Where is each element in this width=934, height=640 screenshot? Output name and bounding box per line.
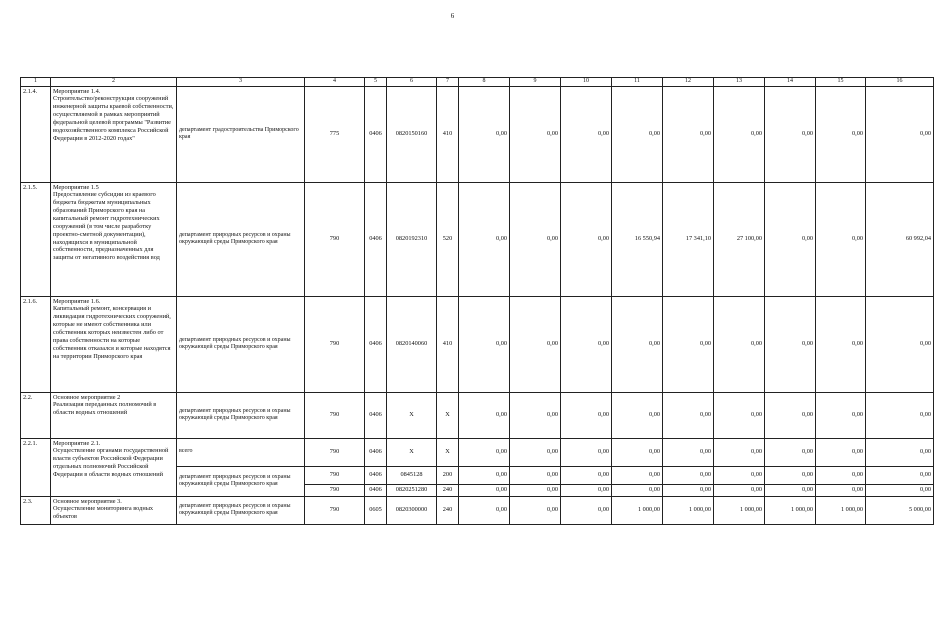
amount-cell: 0,00 — [765, 484, 816, 496]
header-cell: 15 — [816, 78, 866, 87]
expense-type: Х — [437, 438, 459, 466]
header-cell: 14 — [765, 78, 816, 87]
amount-cell: 0,00 — [866, 484, 934, 496]
header-row — [21, 78, 934, 87]
row-number: 2.2. — [21, 392, 51, 438]
table-row — [21, 296, 934, 392]
target-code: 0820251280 — [387, 484, 437, 496]
activity-name: Основное мероприятие 2 Реализация переданных полномочий в области водных отношений — [51, 392, 177, 438]
executor: департамент природных ресурсов и охраны окружающей среды Приморского края — [177, 392, 305, 438]
amount-cell: 1 000,00 — [816, 496, 866, 524]
expense-type: 240 — [437, 496, 459, 524]
target-code: Х — [387, 438, 437, 466]
activity-name: Мероприятие 1.5 Предоставление субсидии из краевого бюджета бюджетам муниципальных образований Приморского края на капитальный ремонт гидротехнических сооружений (в том числе разработку проектно-сметной документации), находящихся в муниципальной собственности, предназначенных для защиты от негативного воздействия вод — [51, 182, 177, 296]
amount-cell: 0,00 — [612, 438, 663, 466]
amount-cell: 0,00 — [612, 484, 663, 496]
table-row — [21, 182, 934, 296]
header-cell: 12 — [663, 78, 714, 87]
amount-cell: 0,00 — [612, 86, 663, 182]
amount-cell: 17 341,10 — [663, 182, 714, 296]
target-code: 0820140060 — [387, 296, 437, 392]
amount-cell: 0,00 — [663, 392, 714, 438]
amount-cell: 0,00 — [816, 86, 866, 182]
section-code: 0406 — [365, 484, 387, 496]
amount-cell: 0,00 — [816, 466, 866, 484]
amount-cell: 0,00 — [510, 466, 561, 484]
amount-cell: 60 992,04 — [866, 182, 934, 296]
gp-code: 790 — [305, 496, 365, 524]
amount-cell: 0,00 — [866, 86, 934, 182]
amount-cell: 0,00 — [612, 466, 663, 484]
amount-cell: 1 000,00 — [714, 496, 765, 524]
header-cell: 13 — [714, 78, 765, 87]
section-code: 0406 — [365, 86, 387, 182]
amount-cell: 0,00 — [714, 466, 765, 484]
header-cell: 5 — [365, 78, 387, 87]
amount-cell: 27 100,00 — [714, 182, 765, 296]
amount-cell: 0,00 — [663, 438, 714, 466]
table-row — [21, 392, 934, 438]
header-cell: 7 — [437, 78, 459, 87]
table-row — [21, 438, 934, 466]
activity-name: Мероприятие 1.4. Строительство/реконструкция сооружений инженерной защиты краевой собственности, осуществляемой в рамках мероприятий федеральной целевой программы "Развитие водохозяйственного комплекса Российской Федерации в 2012-2020 годах" — [51, 86, 177, 182]
section-code: 0605 — [365, 496, 387, 524]
header-cell: 8 — [459, 78, 510, 87]
amount-cell: 0,00 — [561, 296, 612, 392]
amount-cell: 0,00 — [459, 438, 510, 466]
activity-name: Мероприятие 1.6. Капитальный ремонт, консервация и ликвидация гидротехнических сооружений, которые не имеют собственника или собственник которых неизвестен либо от права собственности на которые собственник отказался и которые находятся на территории Приморского края — [51, 296, 177, 392]
amount-cell: 1 000,00 — [612, 496, 663, 524]
amount-cell: 0,00 — [765, 182, 816, 296]
amount-cell: 0,00 — [510, 86, 561, 182]
amount-cell: 0,00 — [459, 182, 510, 296]
amount-cell: 0,00 — [459, 496, 510, 524]
expense-type: Х — [437, 392, 459, 438]
amount-cell: 0,00 — [663, 466, 714, 484]
header-cell: 4 — [305, 78, 365, 87]
amount-cell: 0,00 — [459, 296, 510, 392]
target-code: 0820150160 — [387, 86, 437, 182]
amount-cell: 0,00 — [561, 466, 612, 484]
amount-cell: 0,00 — [765, 392, 816, 438]
section-code: 0406 — [365, 296, 387, 392]
gp-code: 790 — [305, 484, 365, 496]
amount-cell: 0,00 — [866, 296, 934, 392]
amount-cell: 0,00 — [561, 484, 612, 496]
header-cell: 10 — [561, 78, 612, 87]
section-code: 0406 — [365, 466, 387, 484]
amount-cell: 0,00 — [866, 466, 934, 484]
amount-cell: 0,00 — [663, 86, 714, 182]
expense-type: 200 — [437, 466, 459, 484]
budget-table — [20, 77, 934, 525]
amount-cell: 0,00 — [816, 438, 866, 466]
amount-cell: 0,00 — [561, 182, 612, 296]
amount-cell: 0,00 — [714, 392, 765, 438]
amount-cell: 0,00 — [714, 296, 765, 392]
header-cell: 6 — [387, 78, 437, 87]
amount-cell: 0,00 — [714, 86, 765, 182]
amount-cell: 0,00 — [816, 392, 866, 438]
page-number: 6 — [450, 12, 455, 20]
amount-cell: 0,00 — [816, 182, 866, 296]
gp-code: 790 — [305, 296, 365, 392]
activity-name: Мероприятие 2.1. Осуществление органами государственной власти субъектов Российской Федерации отдельных полномочий Российской Федерации в области водных отношений — [51, 438, 177, 496]
gp-code: 790 — [305, 466, 365, 484]
target-code: Х — [387, 392, 437, 438]
executor: департамент природных ресурсов и охраны окружающей среды Приморского края — [177, 296, 305, 392]
table-row — [21, 86, 934, 182]
amount-cell: 0,00 — [510, 484, 561, 496]
target-code: 0820192310 — [387, 182, 437, 296]
section-code: 0406 — [365, 182, 387, 296]
amount-cell: 0,00 — [561, 438, 612, 466]
amount-cell: 5 000,00 — [866, 496, 934, 524]
amount-cell: 0,00 — [459, 466, 510, 484]
header-cell: 16 — [866, 78, 934, 87]
amount-cell: 0,00 — [612, 392, 663, 438]
executor: департамент природных ресурсов и охраны окружающей среды Приморского края — [177, 182, 305, 296]
amount-cell: 0,00 — [459, 86, 510, 182]
amount-cell: 0,00 — [816, 484, 866, 496]
amount-cell: 0,00 — [510, 296, 561, 392]
gp-code: 790 — [305, 182, 365, 296]
row-number: 2.1.4. — [21, 86, 51, 182]
activity-name: Основное мероприятие 3. Осуществление мониторинга водных объектов — [51, 496, 177, 524]
header-cell: 1 — [21, 78, 51, 87]
gp-code: 790 — [305, 392, 365, 438]
amount-cell: 0,00 — [510, 496, 561, 524]
row-number: 2.3. — [21, 496, 51, 524]
amount-cell: 1 000,00 — [663, 496, 714, 524]
amount-cell: 0,00 — [816, 296, 866, 392]
section-code: 0406 — [365, 392, 387, 438]
header-cell: 11 — [612, 78, 663, 87]
amount-cell: 0,00 — [561, 496, 612, 524]
amount-cell: 16 550,94 — [612, 182, 663, 296]
row-number: 2.1.5. — [21, 182, 51, 296]
executor: департамент природных ресурсов и охраны окружающей среды Приморского края — [177, 466, 305, 496]
amount-cell: 0,00 — [714, 484, 765, 496]
expense-type: 410 — [437, 296, 459, 392]
gp-code: 775 — [305, 86, 365, 182]
amount-cell: 0,00 — [510, 182, 561, 296]
amount-cell: 0,00 — [510, 438, 561, 466]
row-number: 2.2.1. — [21, 438, 51, 496]
expense-type: 240 — [437, 484, 459, 496]
executor: департамент природных ресурсов и охраны окружающей среды Приморского края — [177, 496, 305, 524]
amount-cell: 0,00 — [765, 86, 816, 182]
section-code: 0406 — [365, 438, 387, 466]
expense-type: 520 — [437, 182, 459, 296]
amount-cell: 0,00 — [561, 86, 612, 182]
amount-cell: 0,00 — [459, 392, 510, 438]
amount-cell: 0,00 — [612, 296, 663, 392]
executor: департамент градостроительства Приморского края — [177, 86, 305, 182]
target-code: 0845128 — [387, 466, 437, 484]
amount-cell: 0,00 — [561, 392, 612, 438]
amount-cell: 0,00 — [765, 466, 816, 484]
expense-type: 410 — [437, 86, 459, 182]
amount-cell: 0,00 — [765, 296, 816, 392]
target-code: 0820300000 — [387, 496, 437, 524]
header-cell: 3 — [177, 78, 305, 87]
amount-cell: 0,00 — [510, 392, 561, 438]
gp-code: 790 — [305, 438, 365, 466]
amount-cell: 0,00 — [663, 296, 714, 392]
executor: всего — [177, 438, 305, 466]
table-row — [21, 496, 934, 524]
amount-cell: 0,00 — [663, 484, 714, 496]
header-cell: 9 — [510, 78, 561, 87]
amount-cell: 0,00 — [866, 392, 934, 438]
amount-cell: 1 000,00 — [765, 496, 816, 524]
row-number: 2.1.6. — [21, 296, 51, 392]
amount-cell: 0,00 — [765, 438, 816, 466]
amount-cell: 0,00 — [866, 438, 934, 466]
header-cell: 2 — [51, 78, 177, 87]
amount-cell: 0,00 — [714, 438, 765, 466]
amount-cell: 0,00 — [459, 484, 510, 496]
